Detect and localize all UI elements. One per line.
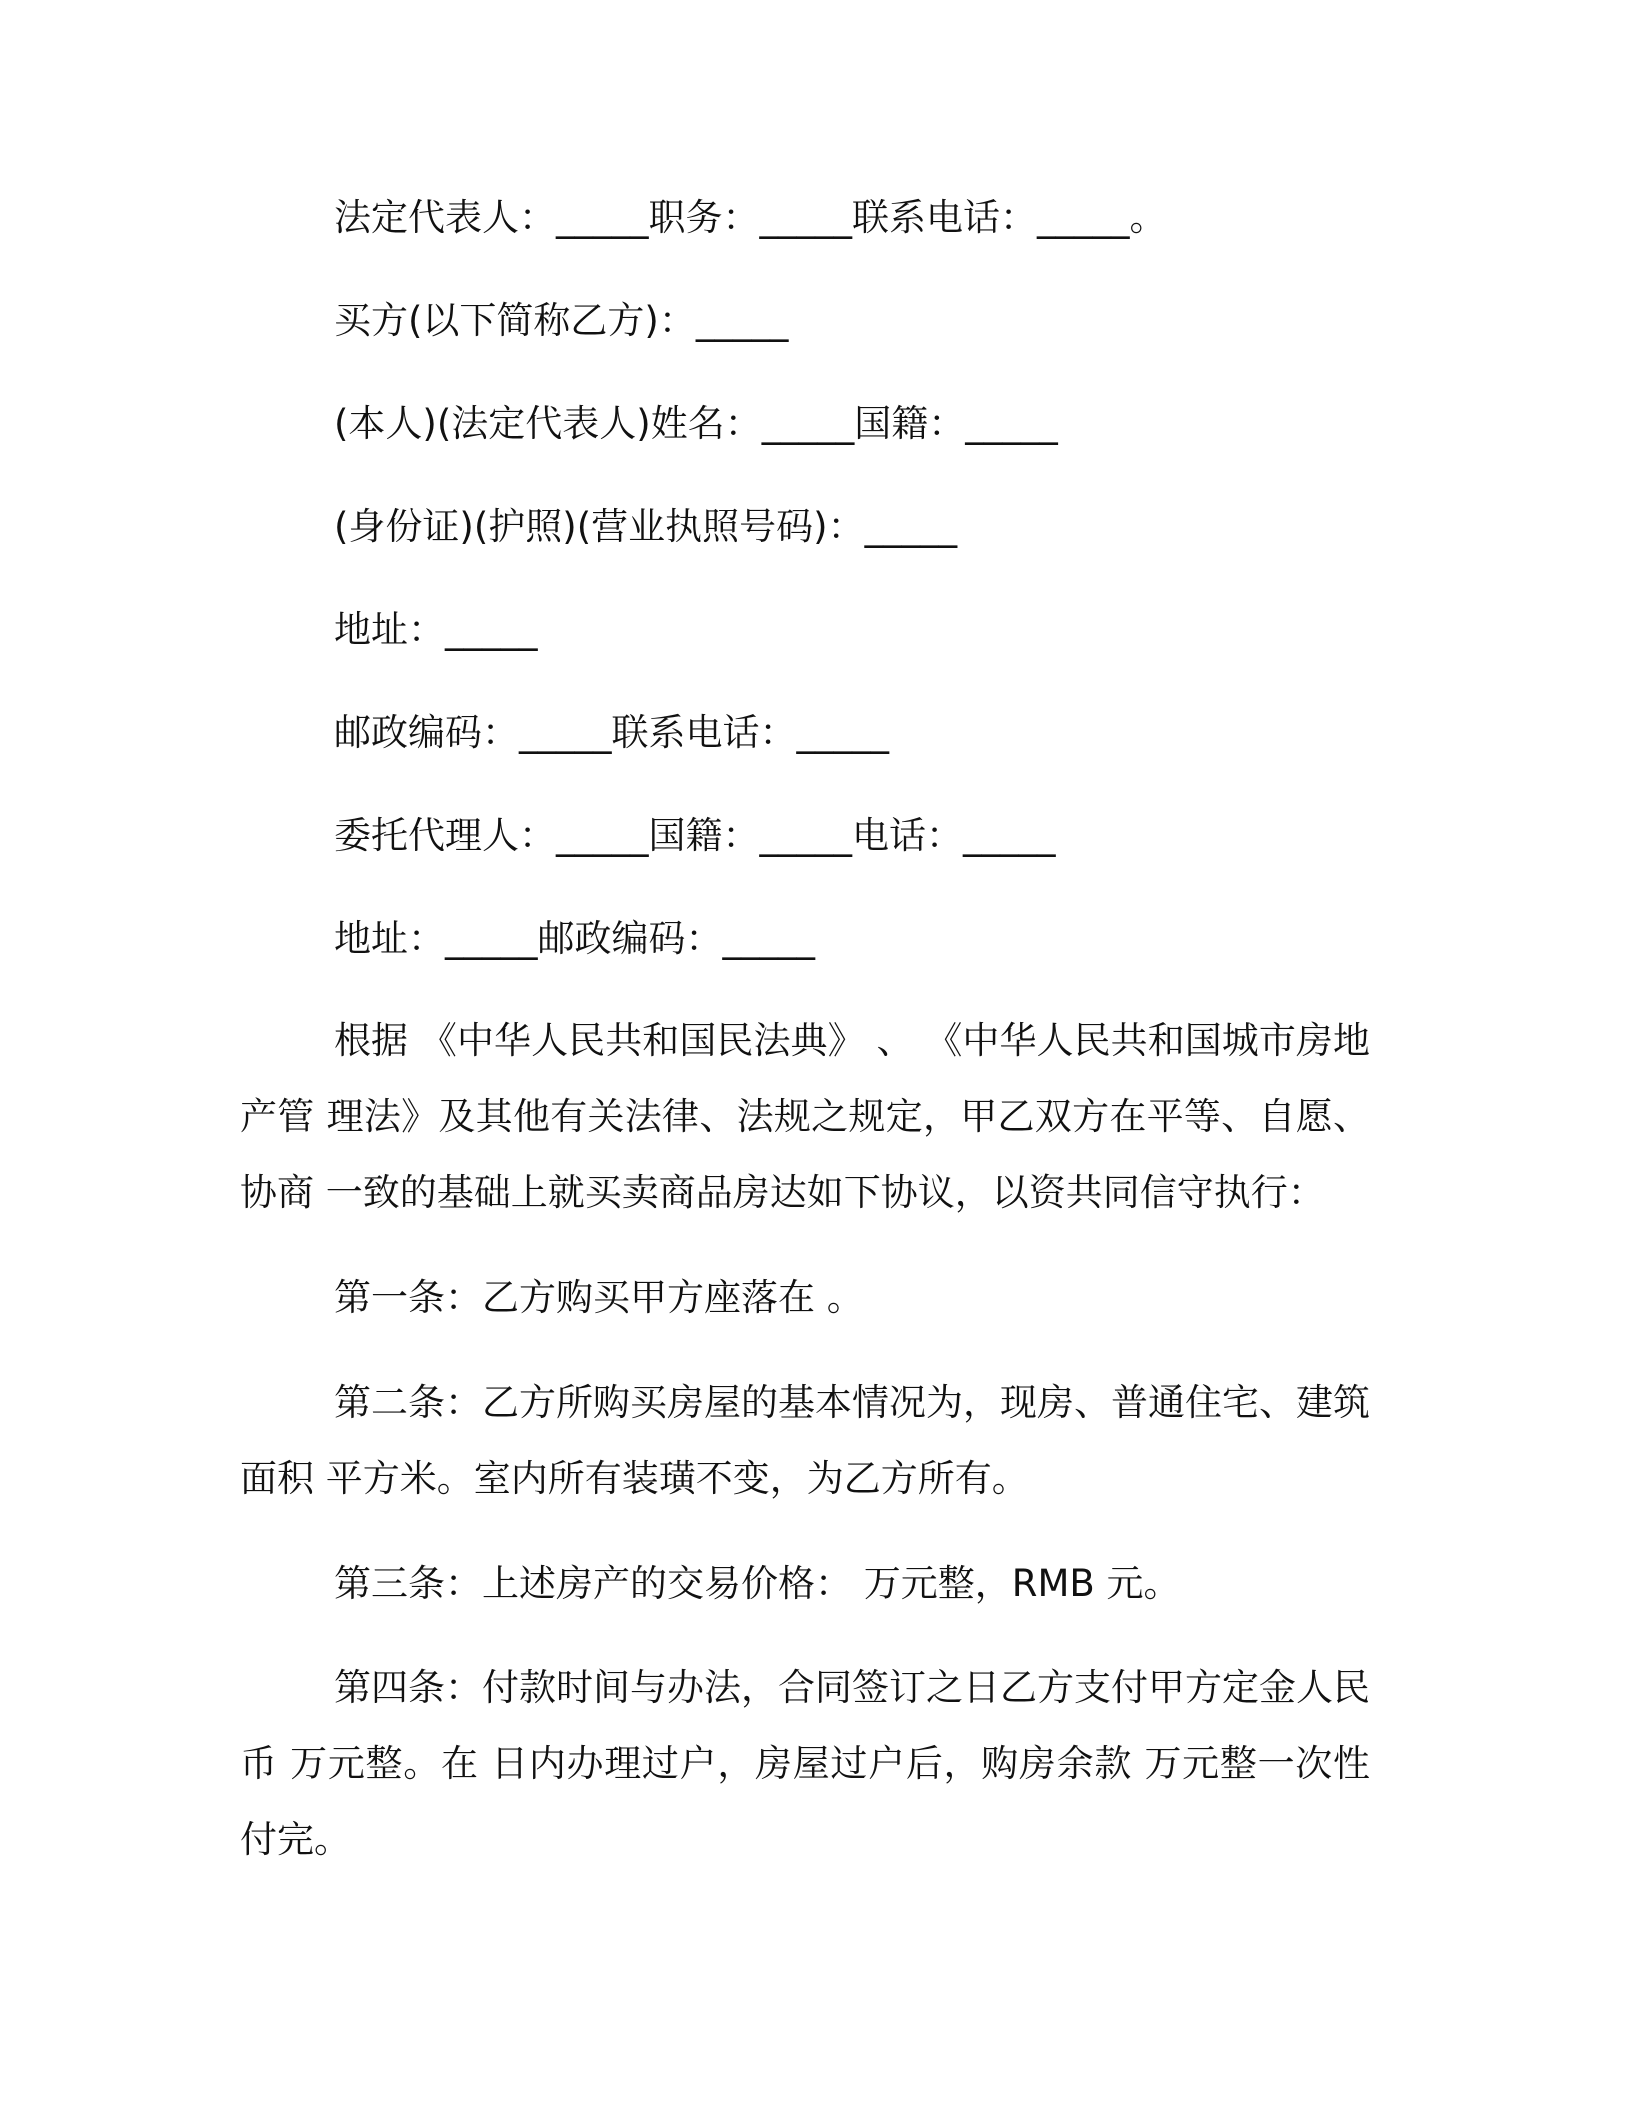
legal-representative-line: 法定代表人：_____职务：_____联系电话：_____。 xyxy=(334,196,1167,239)
article-4-paragraph: 第四条：付款时间与办法，合同签订之日乙方支付甲方定金人民币 万元整。在 日内办理过户，房屋过户后，购房余款 万元整一次性付完。 xyxy=(240,1666,1370,1861)
article-1-paragraph: 第一条：乙方购买甲方座落在 。 xyxy=(334,1276,864,1319)
preamble-paragraph: 根据 《中华人民共和国民法典》 、 《中华人民共和国城市房地产管 理法》及其他有关法律、法规之规定，甲乙双方在平等、自愿、协商 一致的基础上就买卖商品房达如下协议，以资共同信守执行： xyxy=(240,1019,1370,1214)
article-2-paragraph: 第二条：乙方所购买房屋的基本情况为，现房、普通住宅、建筑面积 平方米。室内所有装璜不变，为乙方所有。 xyxy=(240,1381,1370,1500)
buyer-postcode-phone-line: 邮政编码：_____联系电话：_____ xyxy=(334,711,889,754)
buyer-line: 买方(以下简称乙方)：_____ xyxy=(334,299,789,342)
buyer-name-nationality-line: (本人)(法定代表人)姓名：_____国籍：_____ xyxy=(334,402,1058,445)
buyer-address-line: 地址：_____ xyxy=(334,608,538,651)
buyer-id-number-line: (身份证)(护照)(营业执照号码)：_____ xyxy=(334,505,958,548)
article-3-paragraph: 第三条：上述房产的交易价格： 万元整，RMB 元。 xyxy=(334,1562,1181,1605)
agent-address-postcode-line: 地址：_____邮政编码：_____ xyxy=(334,917,815,960)
agent-line: 委托代理人：_____国籍：_____电话：_____ xyxy=(334,814,1056,857)
